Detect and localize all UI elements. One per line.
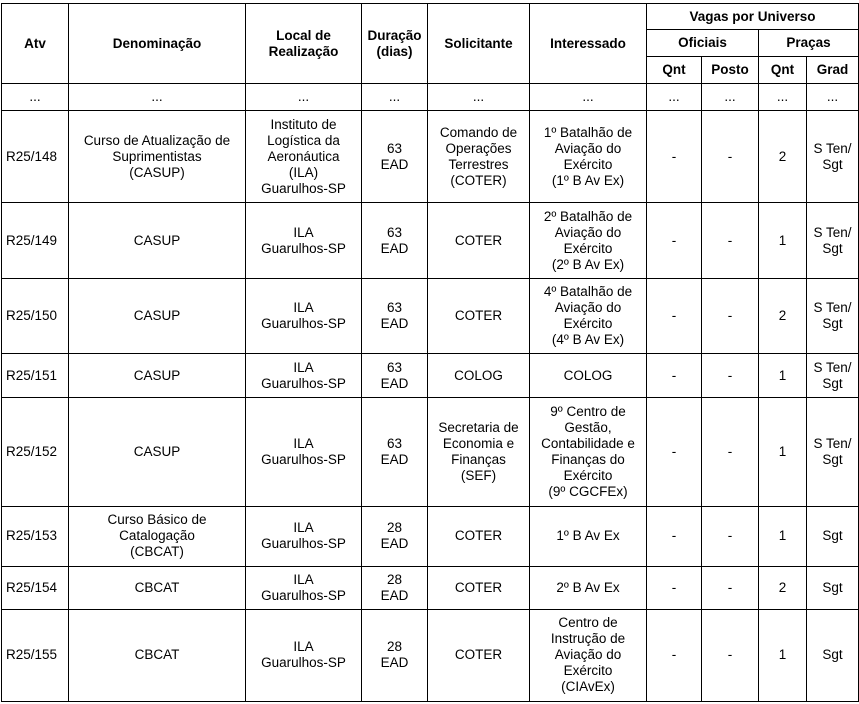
header-atv: Atv <box>2 4 69 84</box>
cell-atv: R25/151 <box>2 354 69 398</box>
cell-duracao: 63 EAD <box>362 111 428 203</box>
cell-grad: S Ten/ Sgt <box>807 354 859 398</box>
cell-posto: - <box>702 506 759 566</box>
header-qnt-pracas: Qnt <box>759 57 807 84</box>
header-posto: Posto <box>702 57 759 84</box>
table-row <box>2 354 859 398</box>
table-row <box>2 566 859 609</box>
cell-atv: R25/154 <box>2 566 69 609</box>
cell-qnt-pracas: 1 <box>759 506 807 566</box>
cell-denominacao: Curso de Atualização de Suprimentistas (CASUP) <box>69 111 246 203</box>
cell-qnt-oficiais: - <box>647 111 702 203</box>
cell-duracao: 28 EAD <box>362 609 428 701</box>
cell-interessado: 1º B Av Ex <box>530 506 647 566</box>
cell-atv: R25/149 <box>2 203 69 279</box>
ellipsis-cell: ... <box>530 84 647 111</box>
cell-qnt-pracas: 2 <box>759 279 807 354</box>
cell-qnt-oficiais: - <box>647 609 702 701</box>
cell-atv: R25/150 <box>2 279 69 354</box>
cell-denominacao: CASUP <box>69 279 246 354</box>
ellipsis-cell: ... <box>702 84 759 111</box>
cell-posto: - <box>702 279 759 354</box>
table-row <box>2 111 859 203</box>
cell-grad: S Ten/ Sgt <box>807 398 859 506</box>
ellipsis-cell: ... <box>2 84 69 111</box>
cell-qnt-oficiais: - <box>647 506 702 566</box>
header-vagas: Vagas por Universo <box>647 4 859 30</box>
header-interessado: Interessado <box>530 4 647 84</box>
table-row <box>2 398 859 506</box>
cell-local: ILA Guarulhos-SP <box>246 506 362 566</box>
cell-atv: R25/153 <box>2 506 69 566</box>
cell-posto: - <box>702 203 759 279</box>
cell-atv: R25/152 <box>2 398 69 506</box>
cell-solicitante: COTER <box>428 279 530 354</box>
cell-denominacao: Curso Básico de Catalogação (CBCAT) <box>69 506 246 566</box>
cell-posto: - <box>702 111 759 203</box>
cell-denominacao: CBCAT <box>69 566 246 609</box>
cell-interessado: 9º Centro de Gestão, Contabilidade e Finanças do Exército (9º CGCFEx) <box>530 398 647 506</box>
cell-grad: S Ten/ Sgt <box>807 203 859 279</box>
cell-duracao: 63 EAD <box>362 354 428 398</box>
cell-interessado: 2º Batalhão de Aviação do Exército (2º B Av Ex) <box>530 203 647 279</box>
cell-solicitante: COTER <box>428 203 530 279</box>
ellipsis-cell: ... <box>807 84 859 111</box>
cell-solicitante: Secretaria de Economia e Finanças (SEF) <box>428 398 530 506</box>
header-duracao: Duração (dias) <box>362 4 428 84</box>
cell-local: ILA Guarulhos-SP <box>246 398 362 506</box>
header-oficiais: Oficiais <box>647 30 759 57</box>
header-solicitante: Solicitante <box>428 4 530 84</box>
cell-denominacao: CBCAT <box>69 609 246 701</box>
cell-duracao: 28 EAD <box>362 506 428 566</box>
cell-local: Instituto de Logística da Aeronáutica (ILA) Guarulhos-SP <box>246 111 362 203</box>
cell-qnt-pracas: 1 <box>759 203 807 279</box>
cell-duracao: 63 EAD <box>362 203 428 279</box>
header-grad: Grad <box>807 57 859 84</box>
cell-interessado: Centro de Instrução de Aviação do Exército (CIAvEx) <box>530 609 647 701</box>
cell-local: ILA Guarulhos-SP <box>246 203 362 279</box>
cell-qnt-pracas: 2 <box>759 111 807 203</box>
ellipsis-cell: ... <box>246 84 362 111</box>
header-local: Local de Realização <box>246 4 362 84</box>
cell-duracao: 63 EAD <box>362 398 428 506</box>
cell-posto: - <box>702 609 759 701</box>
cell-denominacao: CASUP <box>69 354 246 398</box>
ellipsis-cell: ... <box>362 84 428 111</box>
cell-duracao: 63 EAD <box>362 279 428 354</box>
ellipsis-cell: ... <box>69 84 246 111</box>
table-row <box>2 609 859 701</box>
cell-local: ILA Guarulhos-SP <box>246 566 362 609</box>
cell-interessado: 1º Batalhão de Aviação do Exército (1º B Av Ex) <box>530 111 647 203</box>
activities-table <box>1 3 859 702</box>
cell-qnt-oficiais: - <box>647 398 702 506</box>
cell-local: ILA Guarulhos-SP <box>246 354 362 398</box>
table-row <box>2 506 859 566</box>
cell-qnt-oficiais: - <box>647 279 702 354</box>
cell-interessado: 4º Batalhão de Aviação do Exército (4º B Av Ex) <box>530 279 647 354</box>
cell-local: ILA Guarulhos-SP <box>246 279 362 354</box>
cell-qnt-pracas: 1 <box>759 354 807 398</box>
ellipsis-cell: ... <box>647 84 702 111</box>
cell-denominacao: CASUP <box>69 398 246 506</box>
cell-solicitante: COLOG <box>428 354 530 398</box>
ellipsis-cell: ... <box>428 84 530 111</box>
cell-atv: R25/148 <box>2 111 69 203</box>
cell-qnt-pracas: 2 <box>759 566 807 609</box>
cell-atv: R25/155 <box>2 609 69 701</box>
cell-grad: S Ten/ Sgt <box>807 279 859 354</box>
cell-grad: Sgt <box>807 609 859 701</box>
cell-grad: Sgt <box>807 506 859 566</box>
cell-qnt-pracas: 1 <box>759 398 807 506</box>
table-row <box>2 279 859 354</box>
cell-grad: Sgt <box>807 566 859 609</box>
cell-qnt-oficiais: - <box>647 203 702 279</box>
cell-posto: - <box>702 398 759 506</box>
cell-duracao: 28 EAD <box>362 566 428 609</box>
cell-solicitante: COTER <box>428 566 530 609</box>
header-pracas: Praças <box>759 30 859 57</box>
table-row <box>2 203 859 279</box>
cell-solicitante: COTER <box>428 506 530 566</box>
cell-solicitante: Comando de Operações Terrestres (COTER) <box>428 111 530 203</box>
cell-interessado: COLOG <box>530 354 647 398</box>
cell-qnt-oficiais: - <box>647 566 702 609</box>
cell-posto: - <box>702 354 759 398</box>
cell-posto: - <box>702 566 759 609</box>
cell-grad: S Ten/ Sgt <box>807 111 859 203</box>
cell-interessado: 2º B Av Ex <box>530 566 647 609</box>
cell-solicitante: COTER <box>428 609 530 701</box>
cell-local: ILA Guarulhos-SP <box>246 609 362 701</box>
header-denominacao: Denominação <box>69 4 246 84</box>
cell-denominacao: CASUP <box>69 203 246 279</box>
ellipsis-cell: ... <box>759 84 807 111</box>
header-qnt-oficiais: Qnt <box>647 57 702 84</box>
ellipsis-row <box>2 84 859 111</box>
cell-qnt-pracas: 1 <box>759 609 807 701</box>
cell-qnt-oficiais: - <box>647 354 702 398</box>
